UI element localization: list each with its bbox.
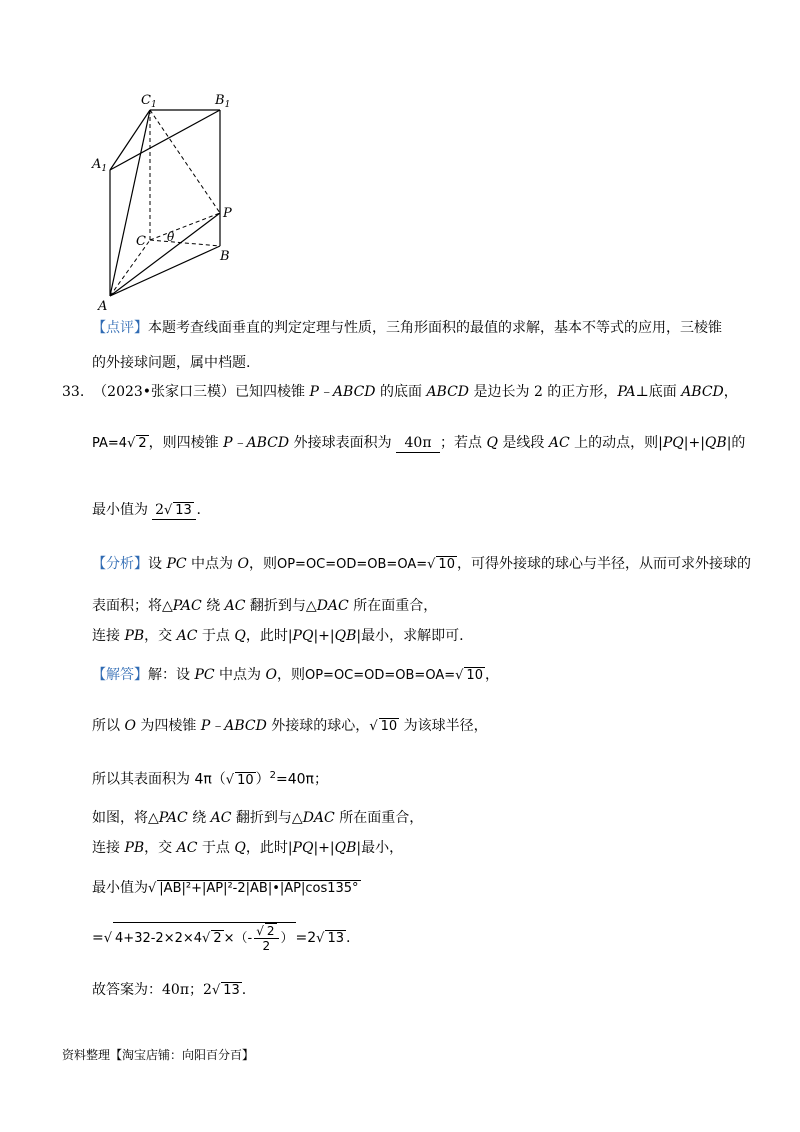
prism-figure [80, 88, 250, 318]
label-b: B [220, 249, 230, 264]
label-p: P [223, 206, 232, 221]
solution-line-6: 最小值为√ |AB|²+|AP|²-2|AB|•|AP|cos135° [92, 880, 359, 896]
edge-a1b1 [110, 110, 220, 170]
edge-cb [150, 240, 220, 246]
label-b1: $B_1$ [215, 93, 231, 110]
problem-number: 33. [62, 384, 85, 400]
problem-source: （2023•张家口三模） [93, 384, 236, 400]
solution-line-1: 【解答】解：设 PC 中点为 O，则OP=OC=OD=OB=OA=√ 10 ， [92, 667, 499, 683]
label-theta: θ [167, 230, 175, 244]
solution-tag: 【解答】 [92, 667, 148, 683]
edge-cp [150, 213, 220, 240]
solution-line-2: 所以 O 为四棱锥 P﹣ABCD 外接球的球心，√ 10 为该球半径， [92, 718, 488, 734]
problem-line-3: 最小值为 2√ 13 . [92, 502, 201, 518]
analysis-line-3: 连接 PB，交 AC 于点 Q，此时|PQ|+|QB|最小，求解即可. [92, 628, 464, 644]
solution-line-3: 所以其表面积为 4π（√ 10 ）$^2$=40π； [92, 770, 328, 788]
answer-blank-1: 40π [396, 435, 440, 453]
edge-c1p [150, 110, 220, 213]
solution-line-7: =√ 4+32-2×2×4√ 2 ×（- $\frac{√ 2}{2}$ ） =2√ 13 . [92, 924, 351, 954]
answer-blank-2: 2√ 13 [152, 502, 196, 520]
label-c1: $C_1$ [141, 93, 157, 110]
edge-ac1 [110, 110, 150, 296]
problem-line-2: PA=4√ 2 ，则四棱锥 P﹣ABCD 外接球表面积为 40π ；若点 Q 是线段 AC 上的动点，则|PQ|+|QB|的 [92, 435, 746, 451]
analysis-tag: 【分析】 [92, 556, 148, 572]
solution-line-8: 故答案为：40π；2√ 13 . [92, 982, 247, 998]
label-a1: $A_1$ [92, 157, 108, 174]
label-c: C [136, 234, 146, 249]
label-a: A [98, 299, 108, 314]
comment-line-1: 【点评】本题考查线面垂直的判定定理与性质，三角形面积的最值的求解，基本不等式的应用，三棱锥 [92, 320, 722, 336]
solution-line-5: 连接 PB，交 AC 于点 Q，此时|PQ|+|QB|最小， [92, 840, 404, 856]
prism-diagram [80, 88, 250, 318]
edge-ap [110, 213, 220, 296]
edge-ab [110, 246, 220, 296]
comment-line-2: 的外接球问题，属中档题. [92, 355, 251, 371]
problem-line-1: 33. （2023•张家口三模）已知四棱锥 P﹣ABCD 的底面 ABCD 是边长为 2 的正方形，PA⊥底面 ABCD， [62, 384, 738, 400]
analysis-line-1: 【分析】设 PC 中点为 O，则OP=OC=OD=OB=OA=√ 10 ，可得外接球的球心与半径，从而可求外接球的 [92, 556, 751, 572]
footer-text: 资料整理【淘宝店铺：向阳百分百】 [62, 1048, 255, 1062]
comment-tag: 【点评】 [92, 320, 148, 336]
analysis-line-2: 表面积；将△PAC 绕 AC 翻折到与△DAC 所在面重合， [92, 598, 438, 614]
solution-line-4: 如图，将△PAC 绕 AC 翻折到与△DAC 所在面重合， [92, 810, 424, 826]
